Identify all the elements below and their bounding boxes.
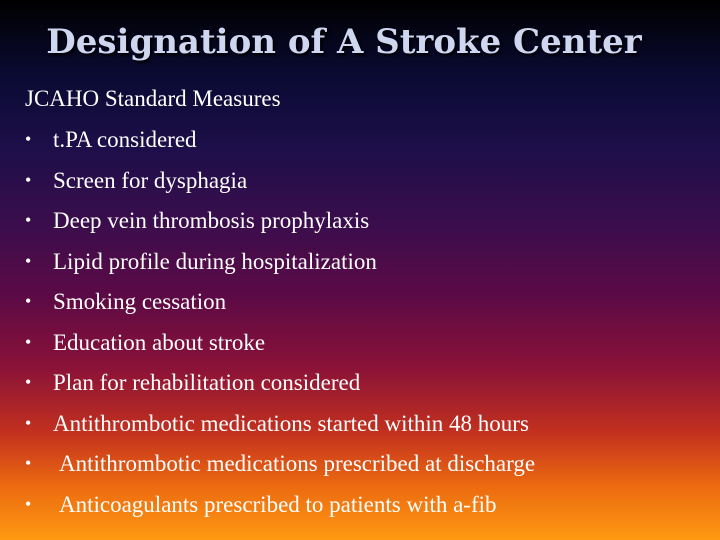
bullet-icon: • [25,331,32,352]
bullet-text: Smoking cessation [53,289,227,314]
bullet-icon: • [25,493,32,514]
bullet-item [25,288,535,329]
bullet-text: t.PA considered [53,127,197,152]
bullet-item [25,491,535,532]
bullet-icon: • [25,210,32,230]
bullet-item [25,450,535,491]
bullet-icon: • [25,372,32,392]
bullet-item [25,369,535,410]
bullet-item [25,207,535,248]
slide-title: Designation of A Stroke Center [46,22,642,62]
bullet-item [25,167,535,208]
bullet-item [25,410,535,451]
bullet-item [25,248,535,289]
bullet-text: Plan for rehabilitation considered [53,370,361,395]
bullet-text: Antithrombotic medications started within 48 hours [53,410,529,436]
bullet-text: Deep vein thrombosis prophylaxis [53,208,370,233]
bullet-text: Anticoagulants prescribed to patients with a-fib [59,491,497,517]
bullet-text: Lipid profile during hospitalization [53,248,377,274]
bullet-icon: • [25,291,32,311]
bullet-list [25,126,535,531]
bullet-text: Antithrombotic medications prescribed at discharge [59,451,536,476]
bullet-item [25,126,535,167]
bullet-text: Screen for dysphagia [53,167,248,193]
bullet-icon: • [25,453,32,473]
bullet-icon: • [25,169,32,190]
bullet-item [25,329,535,370]
bullet-icon: • [25,412,32,433]
bullet-icon: • [25,129,32,149]
bullet-text: Education about stroke [53,329,266,355]
section-heading: JCAHO Standard Measures [25,86,281,111]
bullet-icon: • [25,250,32,271]
